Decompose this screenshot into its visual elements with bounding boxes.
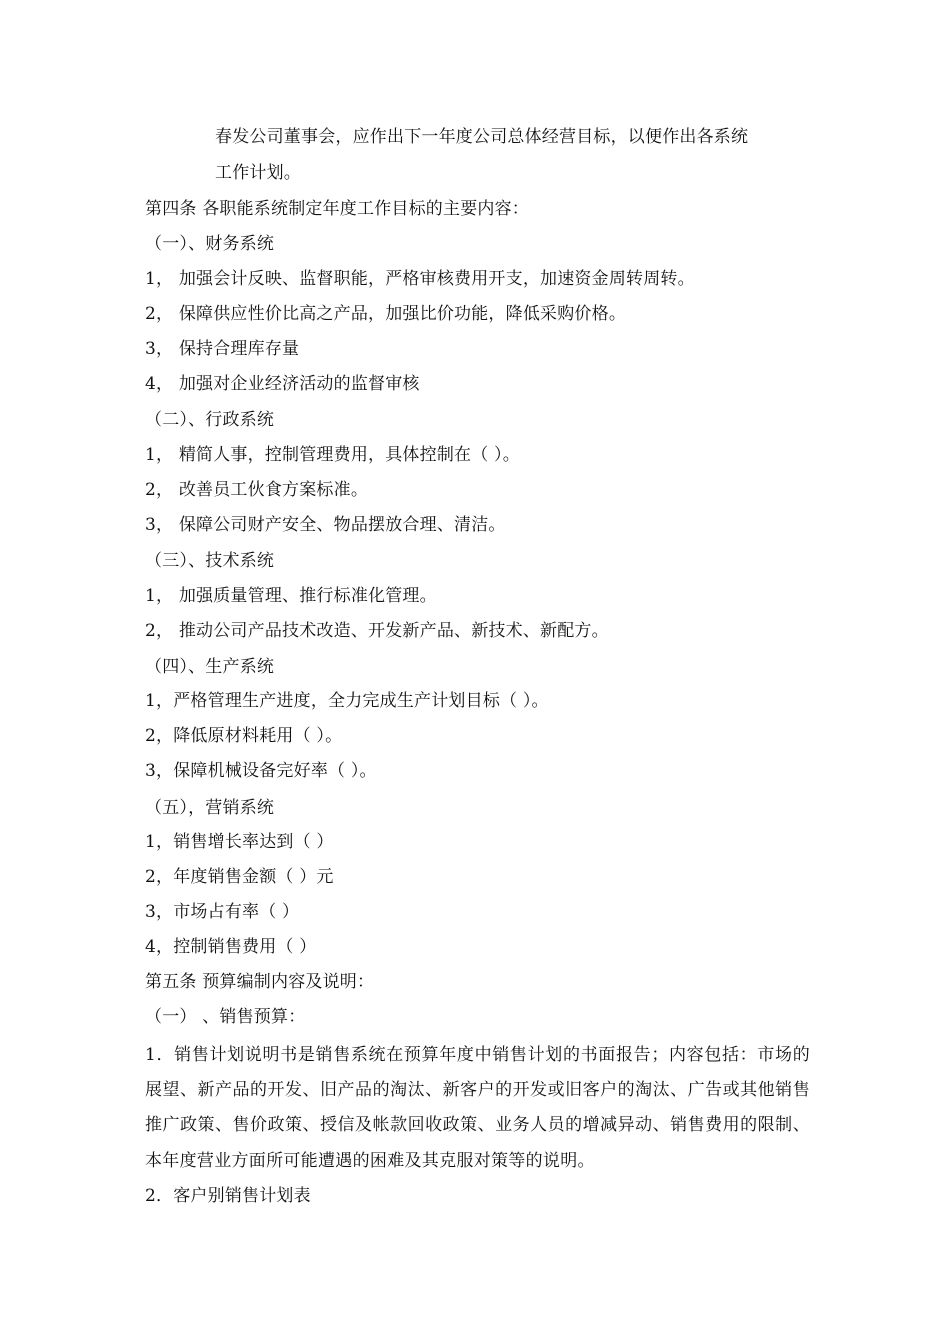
intro-line-2: 工作计划。	[215, 163, 301, 183]
marketing-item-1: 1，销售增长率达到（ ）	[145, 832, 334, 852]
admin-item-3: 3， 保障公司财产安全、物品摆放合理、清洁。	[145, 515, 506, 535]
marketing-heading: （五），营销系统	[145, 798, 275, 818]
finance-item-3: 3， 保持合理库存量	[145, 339, 300, 359]
customer-sales-plan: 2．客户别销售计划表	[145, 1186, 311, 1206]
production-item-1: 1，严格管理生产进度，全力完成生产计划目标（ ）。	[145, 691, 549, 711]
marketing-item-3: 3，市场占有率（ ）	[145, 902, 300, 922]
sales-budget-heading: （一） 、销售预算：	[145, 1007, 306, 1027]
sales-plan-paragraph: 1．销售计划说明书是销售系统在预算年度中销售计划的书面报告；内容包括：市场的展望、新产品的开发、旧产品的淘汰、新客户的开发或旧客户的淘汰、广告或其他销售推广政策、售价政策、授信及帐款回收政策、业务人员的增减异动、销售费用的限制、本年度营业方面所可能遭遇的困难及其克服对策等的说明。	[145, 1045, 810, 1171]
article-4-title: 第四条 各职能系统制定年度工作目标的主要内容：	[145, 199, 530, 219]
finance-heading: （一）、财务系统	[145, 234, 275, 254]
production-heading: （四）、生产系统	[145, 657, 275, 677]
article-5-title: 第五条 预算编制内容及说明：	[145, 972, 375, 992]
marketing-item-4: 4，控制销售费用（ ）	[145, 937, 317, 957]
intro-line-1: 春发公司董事会，应作出下一年度公司总体经营目标，以便作出各系统	[215, 127, 749, 147]
admin-heading: （二）、行政系统	[145, 410, 275, 430]
finance-item-2: 2， 保障供应性价比高之产品，加强比价功能，降低采购价格。	[145, 304, 627, 324]
finance-item-1: 1， 加强会计反映、监督职能，严格审核费用开支，加速资金周转周转。	[145, 269, 695, 289]
production-item-2: 2，降低原材料耗用（ ）。	[145, 726, 343, 746]
admin-item-1: 1， 精简人事，控制管理费用，具体控制在（ ）。	[145, 445, 520, 465]
tech-item-2: 2， 推动公司产品技术改造、开发新产品、新技术、新配方。	[145, 621, 609, 641]
admin-item-2: 2， 改善员工伙食方案标准。	[145, 480, 369, 500]
production-item-3: 3，保障机械设备完好率（ ）。	[145, 761, 377, 781]
tech-item-1: 1， 加强质量管理、推行标准化管理。	[145, 586, 437, 606]
marketing-item-2: 2，年度销售金额（ ）元	[145, 867, 334, 887]
finance-item-4: 4， 加强对企业经济活动的监督审核	[145, 374, 420, 394]
tech-heading: （三）、技术系统	[145, 551, 275, 571]
